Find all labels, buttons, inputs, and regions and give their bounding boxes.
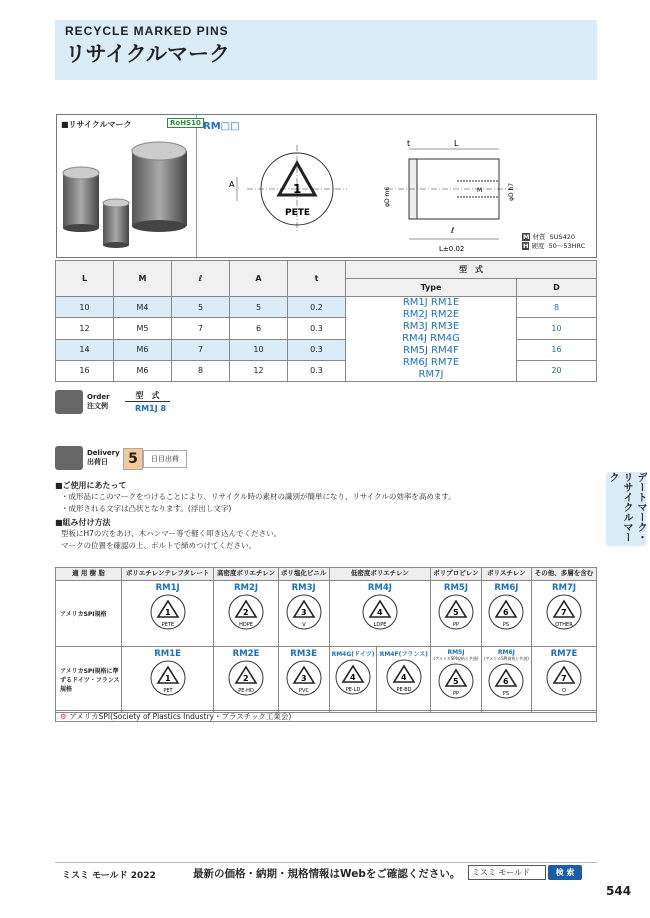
recycle-mark-icon (227, 659, 265, 697)
resin-header: ポリスチレン (481, 568, 531, 581)
svg-text:1: 1 (293, 182, 302, 196)
page-number: 544 (606, 884, 632, 898)
resin-header: 低密度ポリエチレン (329, 568, 431, 581)
svg-text:1: 1 (164, 608, 171, 617)
svg-text:PVC: PVC (298, 688, 309, 694)
pins-photo-image (57, 133, 197, 253)
recycle-mark-icon (285, 659, 323, 697)
material-spec: M 材質 SUS420 H 硬度 50～53HRC (523, 233, 586, 250)
dim-D-m6: φD m6 (384, 186, 391, 207)
svg-text:PS: PS (503, 622, 510, 628)
resin-cell: RM6J 6 PS (481, 581, 531, 647)
resin-cell: RM1J 1 PETE (122, 581, 214, 647)
svg-text:7: 7 (560, 674, 567, 683)
table-row: 16 M6 8 12 0.3 20 (56, 360, 597, 381)
resin-header: その他、多層を含む (531, 568, 596, 581)
delivery-truck-icon (55, 446, 83, 470)
usage-notes: ■ご使用にあたって ・成形品にこのマークをつけることにより、リサイクル時の素材の識別が簡単になり、リサイクルの効率を高めます。 ・成形される文字は凸状となります。(浮出し文字) ■組み付け方法 型板にH7の穴をあけ、木ハンマー等で軽く叩き込んでください。 マークの位置を確認の上、ボルトで締めつけてください。 (55, 481, 456, 550)
table-row: 14 M6 7 10 0.3 16 (56, 339, 597, 360)
delivery-days: 5 (123, 448, 143, 470)
order-katashiki: 型 式 (125, 390, 170, 402)
resin-cell: RM4G(ドイツ) 4 PE-LD (329, 647, 377, 713)
svg-text:4: 4 (376, 608, 383, 617)
recycle-mark-icon (285, 593, 323, 631)
product-photo (57, 115, 201, 257)
order-label: Order 注文例 (87, 393, 110, 410)
resin-cell: RM5J 5 PP (431, 581, 482, 647)
dim-A: A (229, 180, 235, 189)
section-label: ■リサイクルマーク (61, 120, 132, 129)
svg-text:PE-HD: PE-HD (238, 688, 254, 694)
resin-cell: RM6J (アメリカSPI規格と共通) 6 PS (481, 647, 531, 713)
dim-l: ℓ (451, 226, 455, 235)
resin-cell: RM4F(フランス) 4 PE-BD (377, 647, 431, 713)
svg-text:PP: PP (452, 622, 459, 628)
svg-text:1: 1 (164, 674, 171, 683)
product-box (56, 114, 597, 258)
svg-text:LDPE: LDPE (373, 622, 387, 628)
rohs-badge: RoHS10 (167, 118, 204, 128)
footer-message: 最新の価格・納期・規格情報はWebをご確認ください。 (193, 868, 461, 880)
svg-text:PET: PET (163, 688, 173, 694)
resin-table: 適 用 樹 脂 ポリエチレンテレフタレート 高密度ポリエチレン ポリ塩化ビニル 低密度ポリエチレン ポリプロピレン ポリスチレン その他、多層を含む アメリカSPI規格 RM1J 1 PETE RM2J 2 HDPE RM3J 3 V RM4J 4 LDPE RM5J 5 PP RM6J 6 PS RM7J 7 OTHER アメリカSPI規格に準ずるドイツ・フランス規格 RM1E 1 PET RM2E 2 PE-HD RM3E 3 PVC RM4G(ドイツ) 4 PE-LD RM4F(フランス) 4 PE-BD RM5J (アメリカSPI規格と共通) 5 PP RM6J (アメリカSPI規格と共通) 6 PS RM7E 7 O (55, 567, 597, 713)
recycle-mark-icon (437, 662, 475, 700)
resin-cell: RM7E 7 O (531, 647, 596, 713)
resin-cell: RM4J 4 LDPE (329, 581, 431, 647)
svg-text:HDPE: HDPE (239, 622, 253, 628)
search-input[interactable]: ミスミ モールド (468, 865, 546, 880)
title-jp: リサイクルマーク (65, 42, 231, 66)
order-example: RM1J 8 (135, 404, 167, 413)
resin-cell: RM2E 2 PE-HD (214, 647, 279, 713)
material-icon: M (523, 233, 530, 241)
recycle-mark-icon (361, 593, 399, 631)
resin-cell: RM5J (アメリカSPI規格と共通) 5 PP (431, 647, 482, 713)
recycle-mark-icon (227, 593, 265, 631)
svg-text:6: 6 (503, 608, 509, 617)
side-tab[interactable] (606, 472, 646, 546)
svg-text:3: 3 (300, 608, 307, 617)
part-label: RM□□ (203, 121, 240, 132)
svg-text:5: 5 (452, 608, 459, 617)
svg-text:V: V (301, 622, 306, 628)
footnote: ⚙ アメリカSPI(Society of Plastics Industry・プラスチック工業会) (55, 710, 597, 722)
delivery-label: Delivery 出荷日 (87, 449, 120, 466)
svg-text:PETE: PETE (161, 622, 174, 628)
svg-text:PETE: PETE (285, 208, 311, 218)
svg-text:2: 2 (243, 674, 249, 683)
svg-text:PE-BD: PE-BD (396, 687, 412, 693)
search-button[interactable]: 検 索 (548, 865, 582, 880)
svg-text:6: 6 (503, 677, 509, 686)
type-list: RM1J RM1E RM2J RM2E RM3J RM3E RM4J RM4G RM5J RM4F RM6J RM7E RM7J (346, 297, 517, 382)
delivery-unit: 日目出荷 (143, 450, 187, 468)
svg-text:PS: PS (503, 691, 510, 697)
resin-header: ポリプロピレン (431, 568, 482, 581)
svg-text:OTHER: OTHER (555, 622, 573, 628)
svg-text:5: 5 (452, 677, 459, 686)
table-row: 10 M4 5 5 0.2 RM1J RM1E RM2J RM2E RM3J RM3E RM4J RM4G RM5J RM4F RM6J RM7E RM7J 8 (56, 297, 597, 318)
side-tab-label: デートマーク・リサイクルマーク (607, 472, 646, 542)
dim-L: L (454, 139, 459, 148)
resin-cell: RM3E 3 PVC (278, 647, 329, 713)
resin-cell: RM7J 7 OTHER (531, 581, 596, 647)
recycle-mark-icon (545, 593, 583, 631)
footer-brand: ミスミ モールド 2022 (62, 871, 156, 881)
hardness-icon: H (523, 242, 529, 250)
recycle-mark-icon (334, 658, 372, 696)
recycle-mark-icon (149, 593, 187, 631)
dim-L-tol: L±0.02 (439, 245, 465, 253)
dim-t: t (407, 139, 411, 148)
spec-table: L M ℓ A t 型 式 Type D 10 M4 5 5 0.2 RM1J RM1E RM2J RM2E RM3J RM3E RM4J RM4G RM5J RM4F RM6J RM7E RM7J 8 12 M5 7 6 0.3 10 14 M6 7 10 0.3 16 16 M6 8 12 0.3 20 (55, 260, 597, 382)
resin-cell: RM3J 3 V (278, 581, 329, 647)
resin-header: ポリ塩化ビニル (278, 568, 329, 581)
svg-text:4: 4 (400, 673, 407, 682)
svg-text:PE-LD: PE-LD (345, 687, 361, 693)
svg-text:7: 7 (560, 608, 567, 617)
page-header (55, 20, 597, 80)
dim-D-h7: φD h7 (508, 182, 515, 201)
recycle-mark-icon (437, 593, 475, 631)
recycle-mark-icon (487, 662, 525, 700)
title-en: RECYCLE MARKED PINS (65, 24, 229, 38)
svg-text:2: 2 (243, 608, 249, 617)
recycle-mark-icon (385, 658, 423, 696)
table-row: 12 M5 7 6 0.3 10 (56, 318, 597, 339)
svg-text:PP: PP (452, 691, 459, 697)
resin-header: ポリエチレンテレフタレート (122, 568, 214, 581)
resin-header: 高密度ポリエチレン (214, 568, 279, 581)
svg-text:3: 3 (300, 674, 307, 683)
svg-text:4: 4 (350, 673, 356, 682)
recycle-mark-icon (149, 659, 187, 697)
dim-M: M (477, 187, 483, 194)
recycle-mark-icon (545, 659, 583, 697)
resin-cell: RM2J 2 HDPE (214, 581, 279, 647)
technical-drawing (227, 137, 527, 255)
resin-cell: RM1E 1 PET (122, 647, 214, 713)
recycle-mark-icon (487, 593, 525, 631)
order-phone-icon (55, 390, 83, 414)
svg-text:O: O (562, 688, 566, 694)
